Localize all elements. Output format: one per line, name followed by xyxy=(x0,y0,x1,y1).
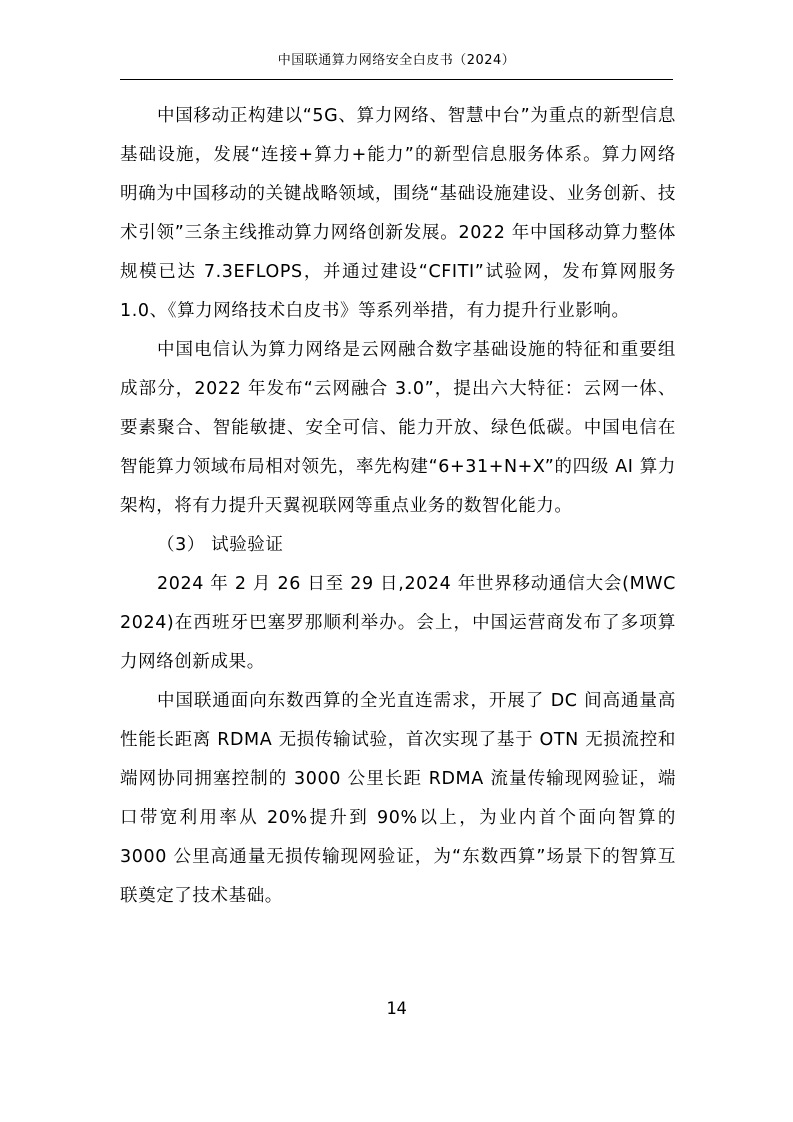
section-heading-trial-verification: （3） 试验验证 xyxy=(157,535,284,555)
header-divider xyxy=(120,79,673,80)
page-number: 14 xyxy=(386,999,407,1019)
paragraph-china-unicom-rdma: 中国联通面向东数西算的全光直连需求，开展了 DC 间高通量高性能长距离 RDMA 无损传输试验，首次实现了基于 OTN 无损流控和端网协同拥塞控制的 3000 公里长距 RDMA 流量传输现网验证，端口带宽利用率从 20%提升到 90%以上，为业内首个面向智算的 3000 公里高通量无损传输现网验证，为“东数西算”场景下的智算互联奠定了技术基础。 xyxy=(120,691,676,906)
paragraph-china-mobile: 中国移动正构建以“5G、算力网络、智慧中台”为重点的新型信息基础设施，发展“连接+算力+能力”的新型信息服务体系。算力网络明确为中国移动的关键战略领域，围绕“基础设施建设、业务创新、技术引领”三条主线推动算力网络创新发展。2022 年中国移动算力整体规模已达 7.3EFLOPS，并通过建设“CFITI”试验网，发布算网服务 1.0、《算力网络技术白皮书》等系列举措，有力提升行业影响。 xyxy=(120,106,676,321)
page-body xyxy=(120,97,676,916)
paragraph-china-telecom: 中国电信认为算力网络是云网融合数字基础设施的特征和重要组成部分，2022 年发布“云网融合 3.0”，提出六大特征：云网一体、要素聚合、智能敏捷、安全可信、能力开放、绿色低碳。中国电信在智能算力领域布局相对领先，率先构建“6+31+N+X”的四级 AI 算力架构，将有力提升天翼视联网等重点业务的数智化能力。 xyxy=(120,340,676,516)
paragraph-mwc-2024: 2024 年 2 月 26 日至 29 日,2024 年世界移动通信大会(MWC 2024)在西班牙巴塞罗那顺利举办。会上，中国运营商发布了多项算力网络创新成果。 xyxy=(120,574,676,672)
page-header-title: 中国联通算力网络安全白皮书（2024） xyxy=(277,53,516,68)
